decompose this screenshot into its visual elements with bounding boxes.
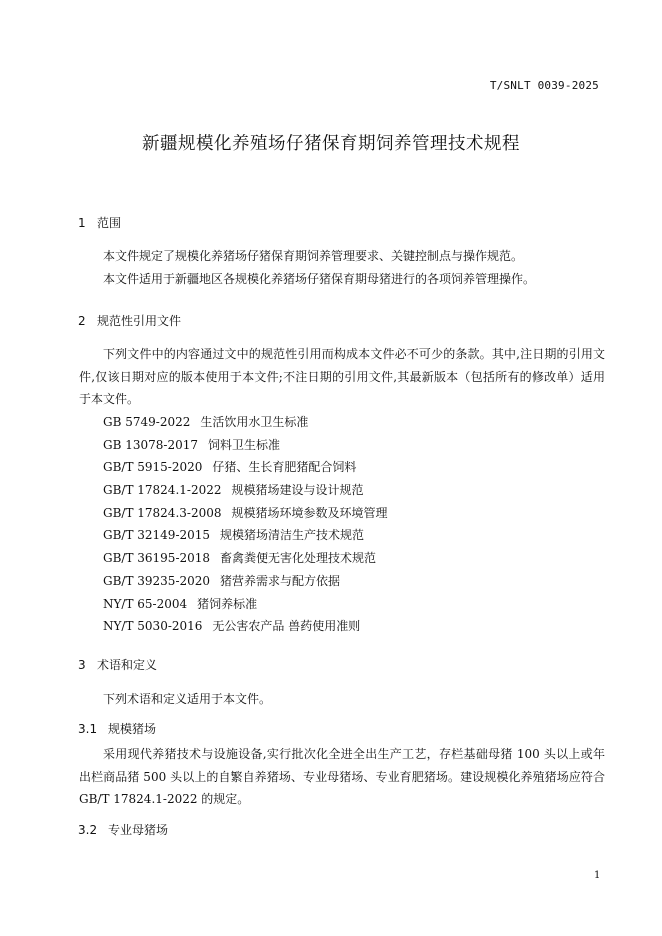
term-3-2-heading [78, 821, 168, 838]
reference-title: 规模猪场清洁生产技术规范 [220, 528, 365, 543]
reference-code: GB/T 39235-2020 [103, 573, 211, 588]
reference-item [103, 547, 388, 570]
reference-title: 猪饲养标准 [197, 596, 258, 611]
terms-intro-paragraph: 下列术语和定义适用于本文件。 [103, 692, 272, 706]
reference-code: NY/T 65-2004 [103, 596, 188, 611]
reference-title: 规模猪场建设与设计规范 [231, 483, 364, 498]
term-3-1-heading [78, 720, 156, 737]
reference-list [103, 411, 388, 638]
reference-item [103, 411, 388, 434]
reference-title: 生活饮用水卫生标准 [200, 415, 309, 429]
reference-code: GB/T 17824.1-2022 [103, 483, 222, 498]
reference-code: GB/T 5915-2020 [103, 460, 203, 475]
section-number: 3 [78, 658, 86, 672]
standard-number: T/SNLT 0039-2025 [489, 79, 599, 92]
reference-code: GB/T 32149-2015 [103, 528, 211, 543]
section-title: 规范性引用文件 [97, 314, 182, 328]
scope-paragraph-2: 本文件适用于新疆地区各规模化养猪场仔猪保育期母猪进行的各项饲养管理操作。 [103, 272, 536, 286]
section-title: 术语和定义 [97, 658, 158, 672]
section-1-heading [78, 214, 121, 231]
reference-item [103, 615, 388, 638]
section-number: 1 [78, 216, 86, 230]
scope-paragraph-1: 本文件规定了规模化养猪场仔猪保育期饲养管理要求、关键控制点与操作规范。 [103, 249, 524, 263]
reference-item [103, 502, 388, 525]
term-number: 3.1 [78, 722, 98, 736]
reference-title: 仔猪、生长育肥猪配合饲料 [212, 460, 357, 475]
reference-item [103, 524, 388, 547]
section-number: 2 [78, 314, 86, 328]
section-title: 范围 [97, 216, 122, 230]
reference-title: 猪营养需求与配方依据 [220, 573, 341, 588]
reference-code: GB 5749-2022 [103, 415, 191, 429]
term-3-1-definition: 采用现代养猪技术与设施设备,实行批次化全进全出生产工艺，存栏基础母猪 100 头以上或年出栏商品猪 500 头以上的自繁自养猪场、专业母猪场、专业育肥猪场。建设规模化养殖猪场应符合 GB/T 17824.1-2022 的规定。 [79, 747, 605, 806]
reference-code: GB/T 17824.3-2008 [103, 505, 222, 520]
reference-title: 无公害农产品 兽药使用准则 [212, 619, 361, 634]
reference-item [103, 570, 388, 593]
normative-intro-paragraph: 下列文件中的内容通过文中的规范性引用而构成本文件必不可少的条款。其中,注日期的引用文件,仅该日期对应的版本使用于本文件;不注日期的引用文件,其最新版本（包括所有的修改单）适用于本文件。 [79, 347, 605, 406]
term-title: 规模猪场 [108, 722, 157, 736]
reference-code: GB/T 36195-2018 [103, 551, 211, 566]
reference-item [103, 456, 388, 479]
section-3-heading [78, 656, 157, 673]
document-title: 新疆规模化养殖场仔猪保育期饲养管理技术规程 [142, 134, 520, 154]
reference-title: 饲料卫生标准 [208, 437, 281, 452]
reference-code: GB 13078-2017 [103, 437, 198, 452]
term-title: 专业母猪场 [108, 823, 169, 837]
reference-item [103, 434, 388, 457]
reference-code: NY/T 5030-2016 [103, 619, 203, 634]
reference-item [103, 593, 388, 616]
reference-title: 规模猪场环境参数及环境管理 [231, 505, 388, 520]
section-2-heading [78, 312, 181, 329]
reference-title: 畜禽粪便无害化处理技术规范 [220, 551, 377, 566]
page-number: 1 [594, 870, 601, 881]
term-number: 3.2 [78, 823, 98, 837]
reference-item [103, 479, 388, 502]
